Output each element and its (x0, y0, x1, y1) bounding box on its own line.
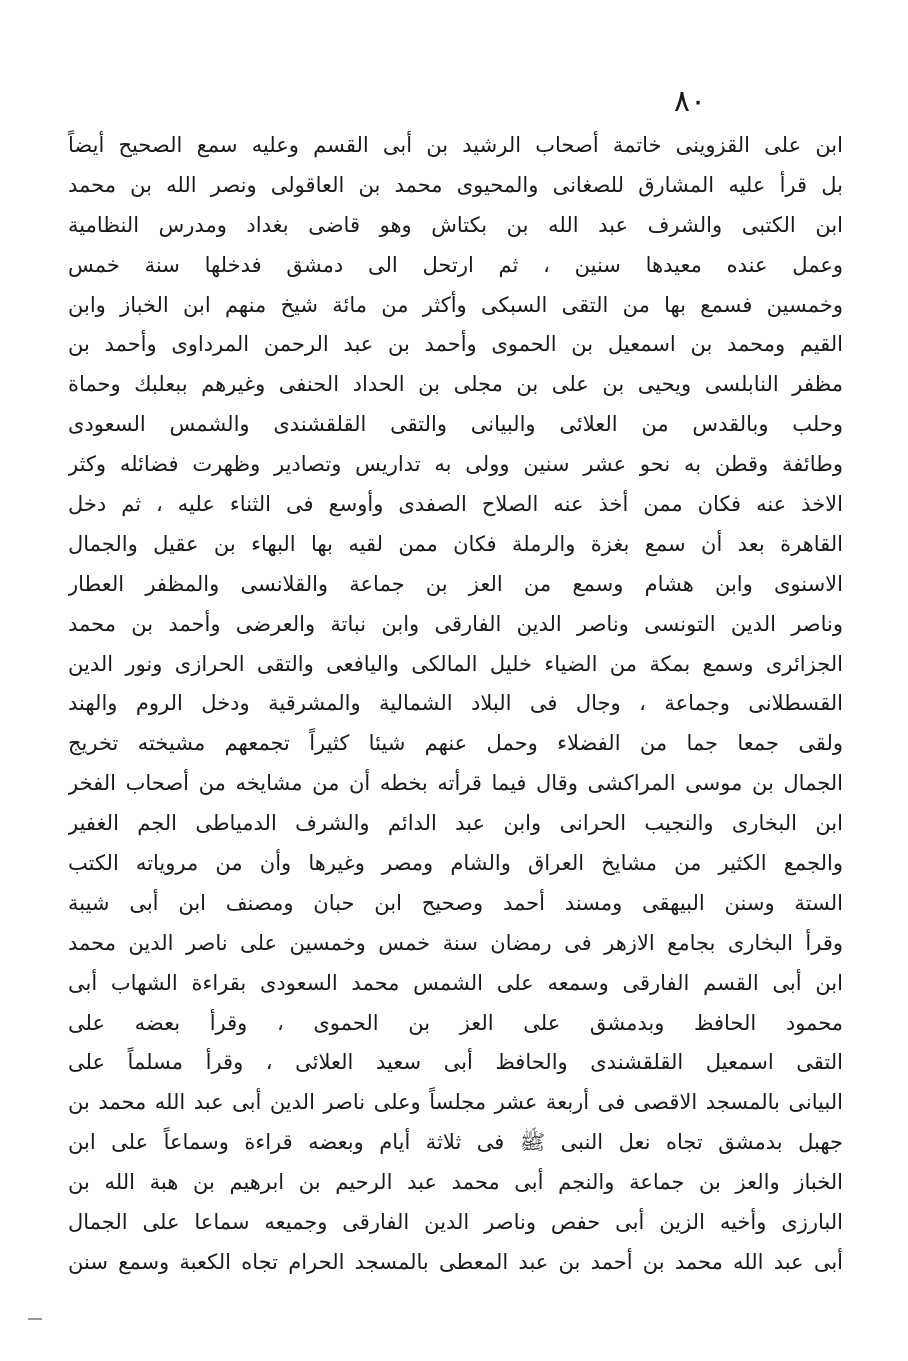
text-line: وخمسين فسمع بها من التقى السبكى وأكثر من مائة شيخ منهم ابن الخباز وابن (68, 292, 843, 317)
text-line: وحلب وبالقدس من العلائى والبيانى والتقى القلقشندى والشمس السعودى (68, 412, 843, 437)
text-line: الاخذ عنه فكان ممن أخذ عنه الصلاح الصفدى وأوسع فى الثناء عليه ، ثم دخل (68, 492, 843, 517)
text-line: مظفر النابلسى ويحيى بن على بن مجلى بن الحداد الحنفى وغيرهم ببعلبك وحماة (68, 372, 843, 397)
text-line: البيانى بالمسجد الاقصى فى أربعة عشر مجلساً وعلى ناصر الدين أبى عبد الله محمد بن (68, 1090, 843, 1115)
text-line: الجمال بن موسى المراكشى وقال فيما قرأته بخطه أن من مشايخه من أصحاب الفخر (68, 771, 843, 796)
text-line: محمود الحافظ وبدمشق على العز بن الحموى ، وقرأ بعضه على (68, 1010, 843, 1035)
text-line: ابن الكتبى والشرف عبد الله بن بكتاش وهو قاضى بغداد ومدرس النظامية (68, 212, 843, 237)
text-line: القيم ومحمد بن اسمعيل بن الحموى وأحمد بن عبد الرحمن المرداوى وأحمد بن (68, 332, 843, 357)
text-line: الستة وسنن البيهقى ومسند أحمد وصحيح ابن حبان ومصنف ابن أبى شيبة (68, 890, 843, 915)
text-line: البارزى وأخيه الزين أبى حفص وناصر الدين الفارقى وجميعه سماعا على الجمال (68, 1210, 843, 1235)
text-line: القسطلانى وجماعة ، وجال فى البلاد الشمالية والمشرقية ودخل الروم والهند (68, 691, 843, 716)
page-number: ٨٠ (673, 84, 707, 119)
text-line: الجزائرى وسمع بمكة من الضياء خليل المالكى واليافعى والتقى الحرازى ونور الدين (68, 651, 843, 676)
text-line: ولقى جمعا جما من الفضلاء وحمل عنهم شيئا كثيراً تجمعهم مشيخته تخريج (68, 731, 843, 756)
text-line: أبى عبد الله محمد بن أحمد بن عبد المعطى بالمسجد الحرام تجاه الكعبة وسمع سنن (68, 1249, 843, 1274)
text-line: والجمع الكثير من مشايخ العراق والشام ومصر وغيرها وأن من مروياته الكتب (68, 851, 843, 876)
text-line: وطائفة وقطن به نحو عشر سنين وولى به تداريس وتصادير وظهرت فضائله وكثر (68, 452, 843, 477)
body-text (68, 126, 843, 1296)
text-line: القاهرة بعد أن سمع بغزة والرملة فكان ممن لقيه بها البهاء بن عقيل والجمال (68, 531, 843, 556)
text-line: وعمل عنده معيدها سنين ، ثم ارتحل الى دمشق فدخلها سنة خمس (68, 252, 843, 277)
text-line: ابن البخارى والنجيب الحرانى وابن عبد الدائم والشرف الدمياطى الجم الغفير (68, 811, 843, 836)
text-line: الاسنوى وابن هشام وسمع من العز بن جماعة والقلانسى والمظفر العطار (68, 571, 843, 596)
text-line: وقرأ البخارى بجامع الازهر فى رمضان سنة خمس وخمسين على ناصر الدين محمد (68, 930, 843, 955)
text-line: بل قرأ عليه المشارق للصغانى والمحيوى محمد بن العاقولى ونصر الله بن محمد (68, 172, 843, 197)
text-line: الخباز والعز بن جماعة والنجم أبى محمد عبد الرحيم بن ابرهيم بن هبة الله بن (68, 1170, 843, 1195)
text-line: التقى اسمعيل القلقشندى والحافظ أبى سعيد العلائى ، وقرأ مسلماً على (68, 1050, 843, 1075)
scan-mark (28, 1318, 42, 1320)
text-line: وناصر الدين التونسى وناصر الدين الفارقى وابن نباتة والعرضى وأحمد بن محمد (68, 611, 843, 636)
text-line: ابن أبى القسم الفارقى وسمعه على الشمس محمد السعودى بقراءة الشهاب أبى (68, 970, 843, 995)
text-line: ابن على القزوينى خاتمة أصحاب الرشيد بن أبى القسم وعليه سمع الصحيح أيضاً (68, 133, 843, 157)
text-line: جهبل بدمشق تجاه نعل النبى ﷺ فى ثلاثة أيام وبعضه قراءة وسماعاً على ابن (68, 1130, 843, 1155)
